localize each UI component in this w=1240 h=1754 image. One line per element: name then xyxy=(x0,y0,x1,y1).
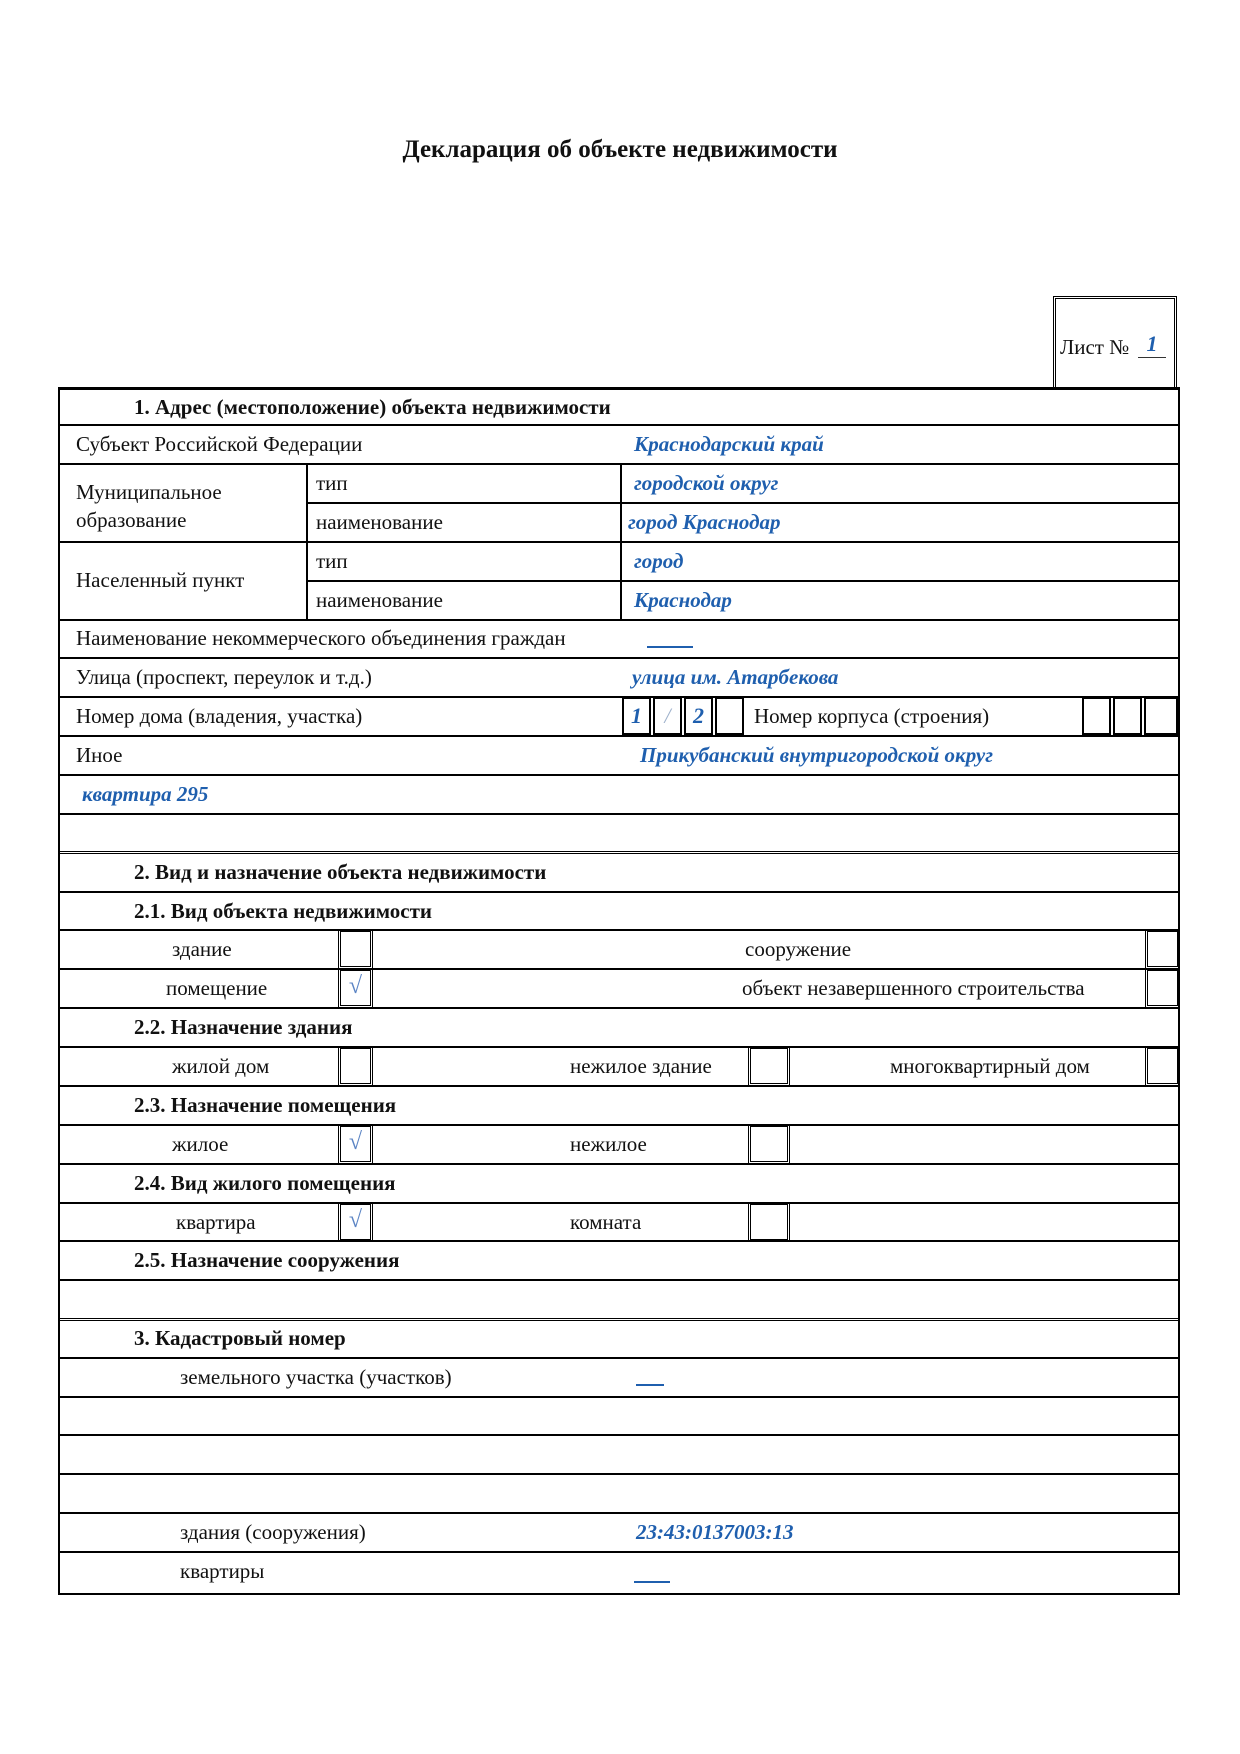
other-value[interactable]: Прикубанский внутригородской округ xyxy=(640,743,993,767)
sheet-number[interactable]: 1 xyxy=(1138,331,1166,358)
nonresidential-checkbox[interactable] xyxy=(748,1124,790,1164)
row-divider xyxy=(58,1240,1180,1242)
apartment-building-label: многоквартирный дом xyxy=(890,1054,1090,1078)
other-value-2[interactable]: квартира 295 xyxy=(82,782,209,806)
street-value[interactable]: улица им. Атарбекова xyxy=(632,665,839,689)
nonresidential-building-checkbox[interactable] xyxy=(748,1046,790,1086)
row-divider xyxy=(58,1202,1180,1204)
row-divider xyxy=(58,891,1180,893)
row-divider xyxy=(58,968,1180,970)
subject-value[interactable]: Краснодарский край xyxy=(634,432,824,456)
section2-1-heading: 2.1. Вид объекта недвижимости xyxy=(134,899,432,923)
other-label: Иное xyxy=(76,743,123,767)
row-divider xyxy=(58,1279,1180,1281)
section2-heading: 2. Вид и назначение объекта недвижимости xyxy=(134,860,547,884)
residential-house-label: жилой дом xyxy=(172,1054,270,1078)
building-checkbox[interactable] xyxy=(338,929,373,969)
row-divider xyxy=(58,1551,1180,1553)
apartment-cadastral-blank[interactable] xyxy=(634,1565,670,1583)
section-divider xyxy=(58,851,1180,854)
section2-4-heading: 2.4. Вид жилого помещения xyxy=(134,1171,396,1195)
sheet-number-box xyxy=(1053,296,1177,389)
column-divider xyxy=(620,463,622,619)
house-digit-box[interactable]: 2 xyxy=(684,697,713,735)
section2-3-heading: 2.3. Назначение помещения xyxy=(134,1093,397,1117)
noncommercial-blank[interactable] xyxy=(647,630,693,648)
row-divider xyxy=(58,696,1180,698)
page-title: Декларация об объекте недвижимости xyxy=(402,136,838,163)
row-divider xyxy=(58,463,1180,465)
row-divider xyxy=(58,735,1180,737)
municipal-type-label: тип xyxy=(316,471,348,495)
section3-heading: 3. Кадастровый номер xyxy=(134,1326,346,1350)
room-label: комната xyxy=(570,1210,642,1234)
building-number-label: Номер корпуса (строения) xyxy=(754,704,990,728)
sheet-label: Лист № xyxy=(1060,335,1130,359)
row-divider xyxy=(306,580,1180,582)
building-digit-box[interactable] xyxy=(1113,697,1142,735)
row-divider xyxy=(58,657,1180,659)
land-cadastral-label: земельного участка (участков) xyxy=(180,1365,452,1389)
unfinished-option-label: объект незавершенного строительства xyxy=(742,976,1085,1000)
apartment-building-checkbox[interactable] xyxy=(1145,1046,1180,1086)
locality-name-label: наименование xyxy=(316,588,443,612)
column-divider xyxy=(306,463,308,619)
premises-checkbox[interactable]: √ xyxy=(338,968,373,1008)
section2-2-heading: 2.2. Назначение здания xyxy=(134,1015,353,1039)
apartment-cadastral-label: квартиры xyxy=(180,1559,265,1583)
structure-checkbox[interactable] xyxy=(1145,929,1180,969)
locality-name-value[interactable]: Краснодар xyxy=(634,588,732,612)
land-cadastral-blank[interactable] xyxy=(636,1368,664,1386)
section-divider xyxy=(58,1318,1180,1321)
row-divider xyxy=(58,813,1180,815)
municipal-label: Муниципальное образование xyxy=(76,480,222,532)
house-digit-box[interactable] xyxy=(715,697,744,735)
row-divider xyxy=(58,1124,1180,1126)
row-divider xyxy=(58,1357,1180,1359)
noncommercial-label: Наименование некоммерческого объединения граждан xyxy=(76,626,566,650)
row-divider xyxy=(58,541,1180,543)
unfinished-checkbox[interactable] xyxy=(1145,968,1180,1008)
row-divider xyxy=(58,1163,1180,1165)
residential-house-checkbox[interactable] xyxy=(338,1046,373,1086)
structure-option-label: сооружение xyxy=(745,937,852,961)
row-divider xyxy=(58,774,1180,776)
row-divider xyxy=(58,1473,1180,1475)
residential-label: жилое xyxy=(172,1132,229,1156)
residential-checkbox[interactable]: √ xyxy=(338,1124,373,1164)
building-digit-box[interactable] xyxy=(1144,697,1178,735)
locality-type-value[interactable]: город xyxy=(634,549,684,573)
row-divider xyxy=(58,1007,1180,1009)
section2-5-heading: 2.5. Назначение сооружения xyxy=(134,1248,400,1272)
row-divider xyxy=(58,1434,1180,1436)
row-divider xyxy=(58,1512,1180,1514)
room-checkbox[interactable] xyxy=(748,1202,790,1242)
street-label: Улица (проспект, переулок и т.д.) xyxy=(76,665,372,689)
apartment-checkbox[interactable]: √ xyxy=(338,1202,373,1242)
locality-type-label: тип xyxy=(316,549,348,573)
municipal-name-value[interactable]: город Краснодар xyxy=(628,510,781,534)
row-divider xyxy=(58,424,1180,426)
nonresidential-label: нежилое xyxy=(570,1132,647,1156)
building-option-label: здание xyxy=(172,937,232,961)
municipal-name-label: наименование xyxy=(316,510,443,534)
row-divider xyxy=(58,1046,1180,1048)
building-cadastral-value[interactable]: 23:43:0137003:13 xyxy=(636,1520,794,1544)
row-divider xyxy=(58,619,1180,621)
row-divider xyxy=(58,929,1180,931)
municipal-type-value[interactable]: городской округ xyxy=(634,471,779,495)
apartment-label: квартира xyxy=(176,1210,256,1234)
subject-label: Субъект Российской Федерации xyxy=(76,432,363,456)
row-divider xyxy=(58,1085,1180,1087)
section1-heading: 1. Адрес (местоположение) объекта недвижимости xyxy=(134,395,611,419)
premises-option-label: помещение xyxy=(166,976,268,1000)
house-label: Номер дома (владения, участка) xyxy=(76,704,363,728)
nonresidential-building-label: нежилое здание xyxy=(570,1054,712,1078)
building-digit-box[interactable] xyxy=(1082,697,1111,735)
building-cadastral-label: здания (сооружения) xyxy=(180,1520,366,1544)
row-divider xyxy=(58,1396,1180,1398)
house-digit-box[interactable]: / xyxy=(653,697,682,735)
locality-label: Населенный пункт xyxy=(76,568,245,592)
house-digit-box[interactable]: 1 xyxy=(622,697,651,735)
row-divider xyxy=(306,502,1180,504)
